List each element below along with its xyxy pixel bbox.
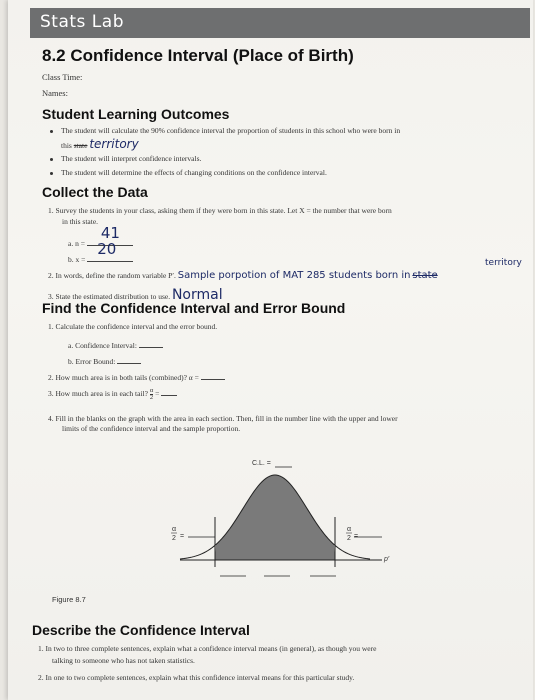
confidence-interval-field xyxy=(68,338,163,350)
outcome-item-3-text: The student will determine the effects of changing conditions on the confidence interval. xyxy=(61,168,327,177)
left-tail-num: α xyxy=(172,526,177,533)
outcome-item-1 xyxy=(50,126,400,135)
figure-caption: Figure 8.7 xyxy=(52,595,86,604)
fraction-numerator: α xyxy=(149,386,154,394)
outcome-item-2 xyxy=(50,154,201,163)
left-tail-den: 2 xyxy=(172,535,176,542)
collect-q1-line1: 1. Survey the students in your class, asking them if they were born in this state. Let X = the number that were born xyxy=(48,206,392,215)
worksheet-page xyxy=(8,0,533,700)
collect-q3-text: 3. State the estimated distribution to use. xyxy=(48,292,171,301)
stats-lab-banner xyxy=(30,8,530,38)
q2-struck-word: state xyxy=(412,270,438,281)
fraction-denominator: 2 xyxy=(149,393,154,401)
find-q3 xyxy=(48,386,177,401)
error-bound-field xyxy=(68,354,141,366)
collect-q2 xyxy=(48,270,438,281)
collect-heading: Collect the Data xyxy=(42,184,148,200)
find-q4-line1: 4. Fill in the blanks on the graph with the area in each section. Then, fill in the number line with the upper and lower xyxy=(48,414,398,423)
x-label: b. x = xyxy=(68,255,86,264)
p-prime-axis-label: p′ xyxy=(384,556,390,563)
alpha-half-fraction xyxy=(150,388,153,401)
alpha-blank[interactable] xyxy=(201,370,225,380)
class-time-label: Class Time: xyxy=(42,72,83,82)
normal-curve-graph xyxy=(160,455,420,585)
find-q3-text: 3. How much area is in each tail? xyxy=(48,389,148,398)
outcome-item-2-text: The student will interpret confidence intervals. xyxy=(61,154,202,163)
find-q4-line2: limits of the confidence interval and the sample proportion. xyxy=(62,424,241,433)
bullet-icon xyxy=(50,172,53,175)
outcome-item-1-text: The student will calculate the 90% confidence interval the proportion of students in this school who were born in xyxy=(61,126,401,135)
right-tail-num: α xyxy=(347,526,352,533)
bullet-icon xyxy=(50,130,53,133)
page-title: 8.2 Confidence Interval (Place of Birth) xyxy=(42,46,354,65)
left-tail-eq: = xyxy=(180,533,185,540)
banner-label: Stats Lab xyxy=(40,12,124,32)
find-q1: 1. Calculate the confidence interval and the error bound. xyxy=(48,322,218,331)
collect-q1-line2: in this state. xyxy=(62,217,99,226)
right-tail-den: 2 xyxy=(347,535,351,542)
find-q2-text: 2. How much area is in both tails (combined)? α = xyxy=(48,373,199,382)
describe-q2: 2. In one to two complete sentences, explain what this confidence interval means for this particular study. xyxy=(38,673,355,682)
handwritten-territory: territory xyxy=(89,137,139,151)
outcome-item-1-line2 xyxy=(61,137,139,151)
find-q2 xyxy=(48,370,225,382)
confidence-area-fill xyxy=(215,475,335,560)
right-tail-eq: = xyxy=(354,533,359,540)
find-heading: Find the Confidence Interval and Error Bound xyxy=(42,300,346,316)
eb-blank[interactable] xyxy=(117,354,141,364)
outcomes-heading: Student Learning Outcomes xyxy=(42,106,230,122)
eb-label: b. Error Bound: xyxy=(68,357,116,366)
struck-word: state xyxy=(73,141,88,150)
describe-heading: Describe the Confidence Interval xyxy=(32,622,250,638)
x-blank[interactable] xyxy=(87,240,133,262)
outcome-item-3 xyxy=(50,168,327,177)
collect-q2-text: 2. In words, define the random variable P′. xyxy=(48,271,176,280)
describe-q1-line2: talking to someone who has not taken statistics. xyxy=(52,656,195,665)
ci-blank[interactable] xyxy=(139,338,163,348)
ci-label: a. Confidence Interval: xyxy=(68,341,137,350)
bullet-icon xyxy=(50,158,53,161)
equals-sign: = xyxy=(155,389,160,398)
x-handwritten-value: 20 xyxy=(97,240,117,258)
tail-area-blank[interactable] xyxy=(161,386,177,396)
outcome-prefix: this xyxy=(61,141,72,150)
n-label: a. n = xyxy=(68,239,85,248)
names-label: Names: xyxy=(42,88,68,98)
n-handwritten-value: 41 xyxy=(100,224,120,242)
q3-handwritten-normal: Normal xyxy=(171,287,223,303)
cl-label: C.L. = xyxy=(252,460,271,467)
q2-handwritten-territory: territory xyxy=(485,258,522,268)
describe-q1-line1: 1. In two to three complete sentences, explain what a confidence interval means (in general), as though you were xyxy=(38,644,377,653)
q2-handwritten-answer: Sample porpotion of MAT 285 students born in xyxy=(177,270,411,281)
